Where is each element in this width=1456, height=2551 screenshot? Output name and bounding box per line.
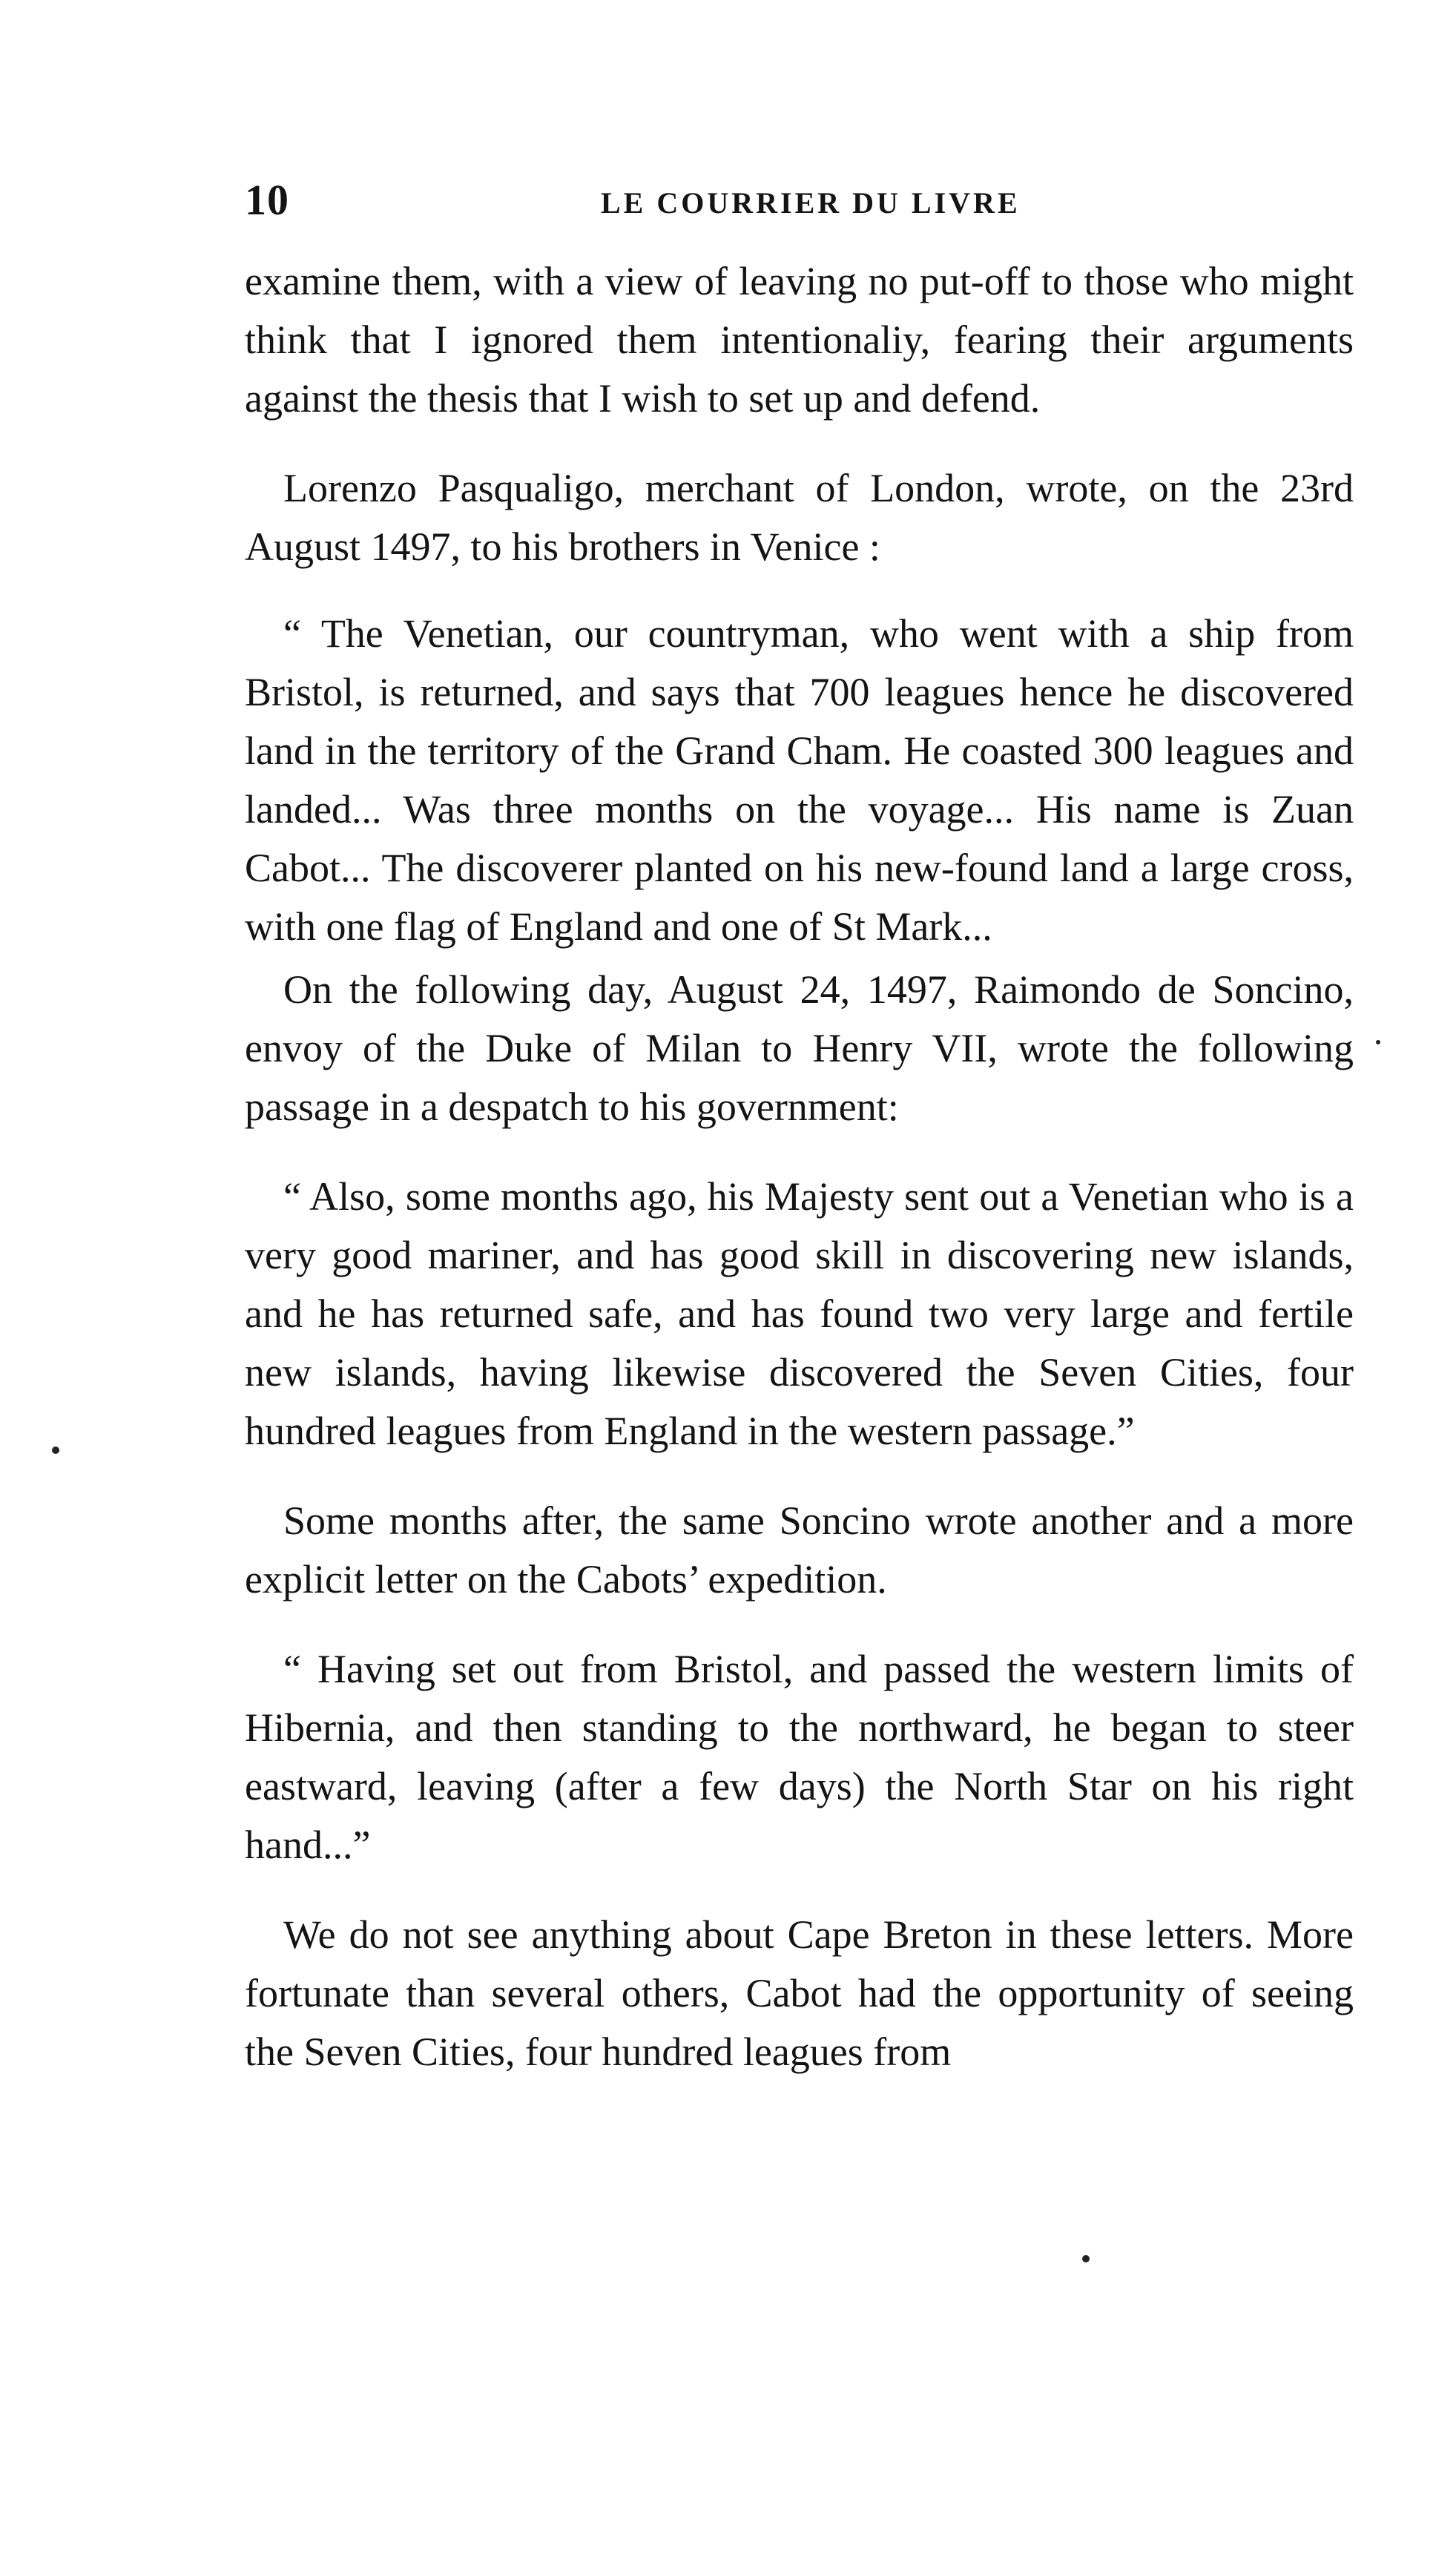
paragraph-continuation: examine them, with a view of leaving no put-off to those who might think that I ignored them intentionaliy, fearing their arguments against the thesis that I wish to set up and defend. <box>245 259 1354 421</box>
quote-soncino-second: “ Having set out from Bristol, and passed the western limits of Hibernia, and then standing to the northward, he began to steer eastward, leaving (after a few days) the North Star on his right hand...” <box>245 1647 1354 1867</box>
running-title: LE COURRIER DU LIVRE <box>601 186 1021 220</box>
paragraph-pasqualigo: Lorenzo Pasqualigo, merchant of London, wrote, on the 23rd August 1497, to his brothers in Venice : <box>245 466 1354 569</box>
paragraph-cape-breton: We do not see anything about Cape Breton in these letters. More fortunate than several others, Cabot had the opportunity of seeing the Seven Cities, four hundred leagues from <box>245 1912 1354 2074</box>
ink-speck <box>1376 1040 1380 1044</box>
quote-soncino-first: “ Also, some months ago, his Majesty sent out a Venetian who is a very good mariner, and has good skill in discovering new islands, and he has returned safe, and has found two very large and fertile new islands, having likewise discovered the Seven Cities, four hundred leagues from England in the western passage.” <box>245 1174 1354 1453</box>
ink-speck <box>1082 2255 1090 2262</box>
ink-speck <box>52 1446 59 1454</box>
paragraph-soncino-second: Some months after, the same Soncino wrote another and a more explicit letter on the Cabots’ expedition. <box>245 1498 1354 1602</box>
paragraph-soncino: On the following day, August 24, 1497, Raimondo de Soncino, envoy of the Duke of Milan to Henry VII, wrote the following passage in a despatch to his government: <box>245 967 1354 1129</box>
body-text <box>245 252 1354 2081</box>
quote-pasqualigo: “ The Venetian, our countryman, who went with a ship from Bristol, is returned, and says that 700 leagues hence he discovered land in the territory of the Grand Cham. He coasted 300 leagues and landed... Was three months on the voyage... His name is Zuan Cabot... The discoverer planted on his new-found land a large cross, with one flag of England and one of St Mark... <box>245 611 1354 949</box>
page-number: 10 <box>245 176 289 224</box>
page-header <box>245 175 1354 227</box>
